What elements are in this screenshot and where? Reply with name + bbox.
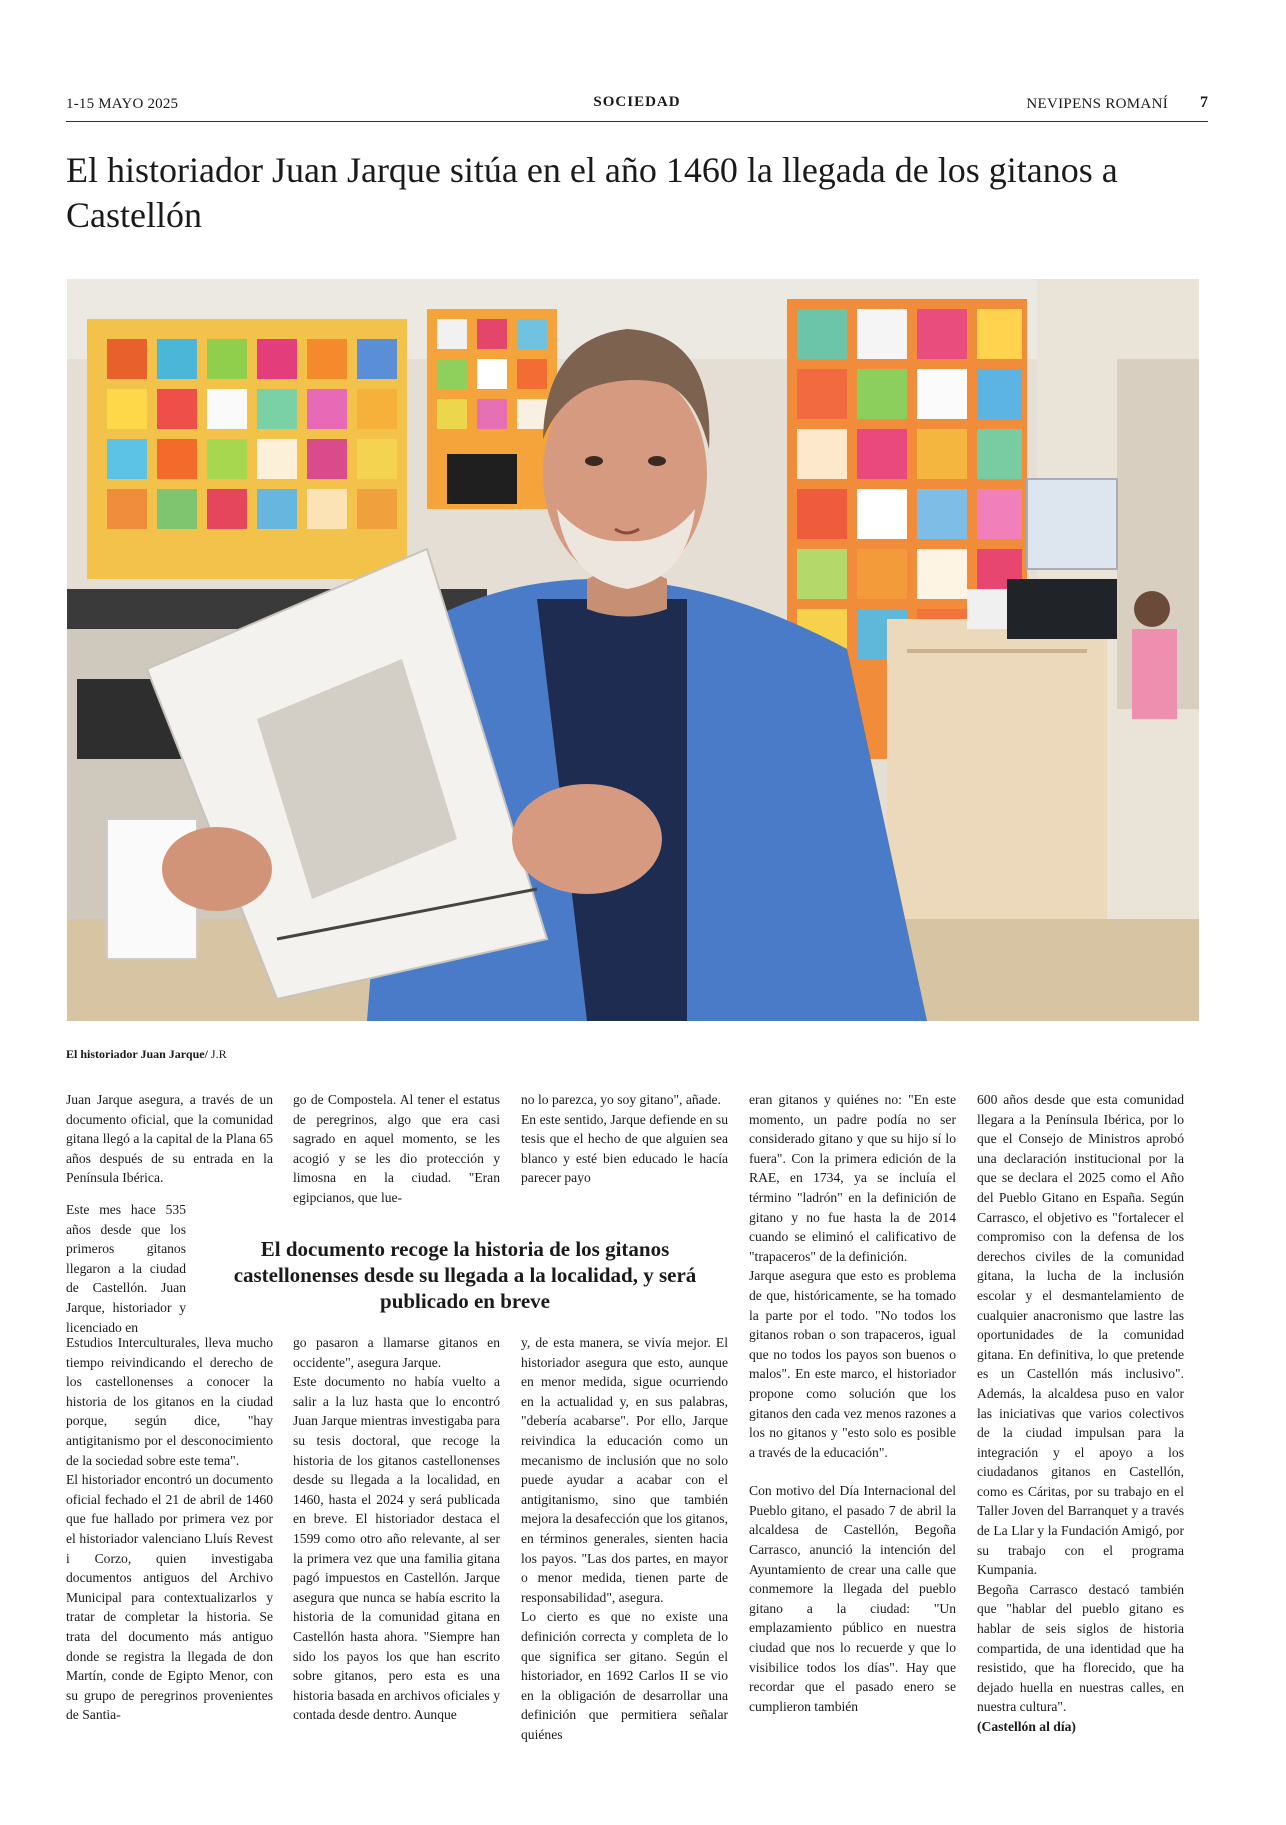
paragraph: go de Compostela. Al tener el estatus de peregrinos, algo que era casi sagrado en aquel momento, se les acogió y se les dio protección y limosna en la ciudad. "Eran egipcianos, que lue- (293, 1092, 500, 1205)
column-1-rest (66, 1333, 273, 1725)
section-name: SOCIEDAD (593, 94, 681, 110)
paragraph: Lo cierto es que no existe una definición correcta y completa de lo que significa ser gitano. Según el historiador, en 1692 Carlos II se vio en la obligación de desarrollar una definición que permitiera señalar quiénes (521, 1609, 728, 1742)
column-1-top (66, 1090, 273, 1188)
pull-quote: El documento recoge la historia de los gitanos castellonenses desde su llegada a la localidad, y será publicado en breve (233, 1237, 697, 1313)
paragraph: En este sentido, Jarque defiende en su tesis que el hecho de que alguien sea blanco y esté bien educado le hacía parecer payo (521, 1111, 728, 1186)
paragraph: y, de esta manera, se vivía mejor. El historiador asegura que esto, aunque en menor medida, sigue ocurriendo en la actualidad y, en sus palabras, "debería acabarse". Por ello, Jarque reivindica la educación como un mecanismo de inclusión que no solo puede ayudar a acabar con el antigitanismo, sino que también mejora la desafección que los gitanos, en términos generales, sienten hacia los payos. "Las dos partes, en mayor o menor medida, tienen parte de responsabilidad", asegura. (521, 1335, 728, 1605)
paragraph: Este mes hace 535 años desde que los primeros gitanos llegaron a la ciudad de Castellón. Juan Jarque, historiador y licenciado en (66, 1202, 186, 1335)
paragraph: El historiador encontró un documento oficial fechado el 21 de abril de 1460 que fue hallado por primera vez por el historiador valenciano Lluís Revest i Corzo, quien investigaba documentos antiguos del Archivo Municipal para contextualizarlos y tratar de completar la historia. Se trata del documento más antiguo donde se registra la llegada de don Martín, conde de Egipto Menor, con su grupo de peregrinos provenientes de Santia- (66, 1472, 273, 1723)
publication-name: NEVIPENS ROMANÍ (1026, 96, 1168, 112)
paragraph: Estudios Interculturales, lleva mucho tiempo reivindicando el derecho de los castellonenses a conocer la historia de los gitanos en la ciudad porque, según dice, "hay antigitanismo por el desconocimiento de la sociedad sobre este tema". (66, 1335, 273, 1468)
paragraph: 600 años desde que esta comunidad llegara a la Península Ibérica, por lo que el Consejo de Ministros aprobó una declaración institucional por la que se declara el 2025 como el Año del Pueblo Gitano en España. Según Carrasco, el objetivo es "fortalecer el compromiso con la defensa de los derechos civiles de la comunidad gitana, la lucha de la inclusión escolar y el desmantelamiento de cualquier anacronismo que lastre las oportunidades de la comunidad gitana. En definitiva, lo que pretende es un Castellón más inclusivo". Además, la alcaldesa puso en valor las iniciativas que varios colectivos de la ciudad impulsan para la integración y el apoyo a los ciudadanos gitanos en Castellón, como es Cáritas, por su trabajo en el Taller Joven del Barranquet y a través de La Llar y la Fundación Amigó, por su trabajo con el programa Kumpania. (977, 1092, 1184, 1578)
column-2-top (293, 1090, 500, 1208)
article-photo (67, 279, 1199, 1021)
page-number: 7 (1200, 94, 1208, 111)
column-1-narrow (66, 1200, 186, 1337)
paragraph: Juan Jarque asegura, a través de un documento oficial, que la comunidad gitana llegó a la capital de la Plana 65 años después de su entrada en la Península Ibérica. (66, 1092, 273, 1186)
paragraph: go pasaron a llamarse gitanos en occidente", asegura Jarque. (293, 1335, 500, 1370)
paragraph: Jarque asegura que esto es problema de que, históricamente, se ha tomado la parte por el todo. "No todos los gitanos roban o son trapaceros, igual que no todos los payos son buenos o malos". En este marco, el historiador propone como solución que los gitanos den cada vez menos razones a los no gitanos y "esto solo es posible a través de la educación". (749, 1268, 956, 1460)
column-4 (749, 1090, 956, 1716)
historian-holding-document-image (67, 279, 1199, 1021)
caption-text: El historiador Juan Jarque/ (66, 1047, 208, 1061)
headline: El historiador Juan Jarque sitúa en el año 1460 la llegada de los gitanos a Castellón (66, 150, 1118, 235)
column-5 (977, 1090, 1184, 1737)
caption-credit: J.R (210, 1047, 227, 1061)
page-header (66, 94, 1208, 118)
header-rule (66, 121, 1208, 122)
paragraph: Begoña Carrasco destacó también que "hablar del pueblo gitano es hablar de seis siglos de historia compartida, de una identidad que ha resistido, que ha florecido, que ha dejado huella en nuestras calles, en nuestra cultura". (977, 1581, 1184, 1715)
column-2-bottom (293, 1333, 500, 1725)
paragraph: Este documento no había vuelto a salir a la luz hasta que lo encontró Juan Jarque mientras investigaba para su tesis doctoral, que recoge la historia de los gitanos castellonenses desde su llegada a la localidad, en 1460, hasta el 2024 y será publicada en breve. El historiador destaca el 1599 como otro año relevante, al ser la primera vez que una familia gitana pagó impuestos en Castellón. Jarque asegura que nunca se había escrito la historia de la comunidad gitana en Castellón hasta ahora. "Siempre han sido los payos los que han escrito sobre gitanos, pero esta es una historia basada en archivos oficiales y contada desde dentro. Aunque (293, 1374, 500, 1723)
paragraph: eran gitanos y quiénes no: "En este momento, un padre podía no ser considerado gitano y que su hijo sí lo fuera". Con la primera edición de la RAE, en 1734, ya se incluía el término "ladrón" en la definición de gitano y no fue hasta la de 2014 cuando se eliminó el calificativo de "trapaceros" de la definición. (749, 1092, 956, 1264)
article-body (66, 1090, 1208, 1742)
paragraph: Con motivo del Día Internacional del Pueblo gitano, el pasado 7 de abril la alcaldesa de Castellón, Begoña Carrasco, anunció la intención del Ayuntamiento de crear una calle que conmemore la llegada del pueblo gitano a la ciudad: "Un emplazamiento público en nuestra ciudad que nos lo recuerde y que lo visibilice todos los días". Hay que recordar que el pasado enero se cumplieron también (749, 1483, 956, 1714)
paragraph: no lo parezca, yo soy gitano", añade. (521, 1092, 721, 1107)
column-3-top (521, 1090, 728, 1188)
photo-caption (66, 1047, 227, 1062)
article-source: (Castellón al día) (977, 1719, 1076, 1734)
issue-date: 1-15 MAYO 2025 (66, 96, 179, 112)
column-3-bottom (521, 1333, 728, 1744)
